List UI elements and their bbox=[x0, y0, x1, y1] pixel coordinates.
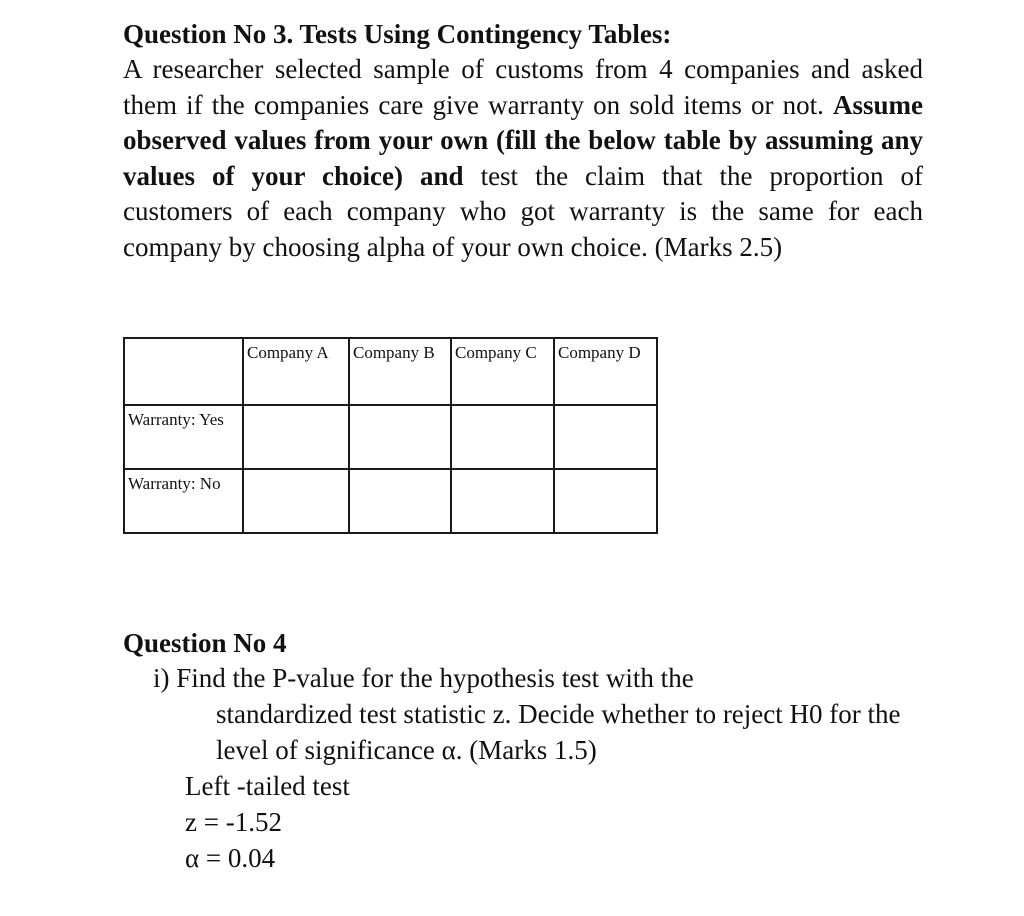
question-3-body bbox=[123, 52, 923, 265]
header-company-b: Company B bbox=[349, 338, 451, 405]
table-header-row bbox=[124, 338, 657, 405]
question-3-body-part2: test the claim that the proportion of customers of each company who got warranty is the same for each company by choosing alpha of your own choice. (Marks 2.5) bbox=[123, 160, 924, 262]
question-3-body-bold: Assume observed values from your own (fill the below table by assuming any values of your choice) and bbox=[123, 89, 923, 191]
question-3 bbox=[123, 16, 923, 265]
z-value: z = -1.52 bbox=[185, 807, 282, 837]
cell-no-company-c[interactable] bbox=[451, 469, 554, 533]
contingency-table bbox=[123, 337, 658, 534]
question-4 bbox=[123, 626, 923, 876]
cell-yes-company-a[interactable] bbox=[243, 405, 349, 469]
cell-no-company-b[interactable] bbox=[349, 469, 451, 533]
row-label-warranty-no: Warranty: No bbox=[124, 469, 243, 533]
question-4-title: Question No 4 bbox=[123, 628, 287, 658]
test-type: Left -tailed test bbox=[185, 771, 350, 801]
cell-yes-company-b[interactable] bbox=[349, 405, 451, 469]
question-4-item-i bbox=[123, 660, 923, 768]
question-4-item-i-rest: standardized test statistic z. Decide whether to reject H0 for the level of significance α. (Marks 1.5) bbox=[216, 699, 901, 765]
row-label-warranty-yes: Warranty: Yes bbox=[124, 405, 243, 469]
alpha-value: α = 0.04 bbox=[185, 843, 276, 873]
header-company-d: Company D bbox=[554, 338, 657, 405]
table-row-warranty-no bbox=[124, 469, 657, 533]
question-4-item-i-line1: i) Find the P-value for the hypothesis test with the bbox=[153, 663, 694, 693]
header-company-a: Company A bbox=[243, 338, 349, 405]
cell-yes-company-c[interactable] bbox=[451, 405, 554, 469]
question-3-title: Question No 3. Tests Using Contingency Tables: bbox=[123, 19, 672, 49]
table-corner-cell bbox=[124, 338, 243, 405]
cell-yes-company-d[interactable] bbox=[554, 405, 657, 469]
cell-no-company-a[interactable] bbox=[243, 469, 349, 533]
header-company-c: Company C bbox=[451, 338, 554, 405]
table-row-warranty-yes bbox=[124, 405, 657, 469]
cell-no-company-d[interactable] bbox=[554, 469, 657, 533]
question-3-body-part1: A researcher selected sample of customs from 4 companies and asked them if the companies care give warranty on sold items or not. bbox=[123, 54, 923, 120]
